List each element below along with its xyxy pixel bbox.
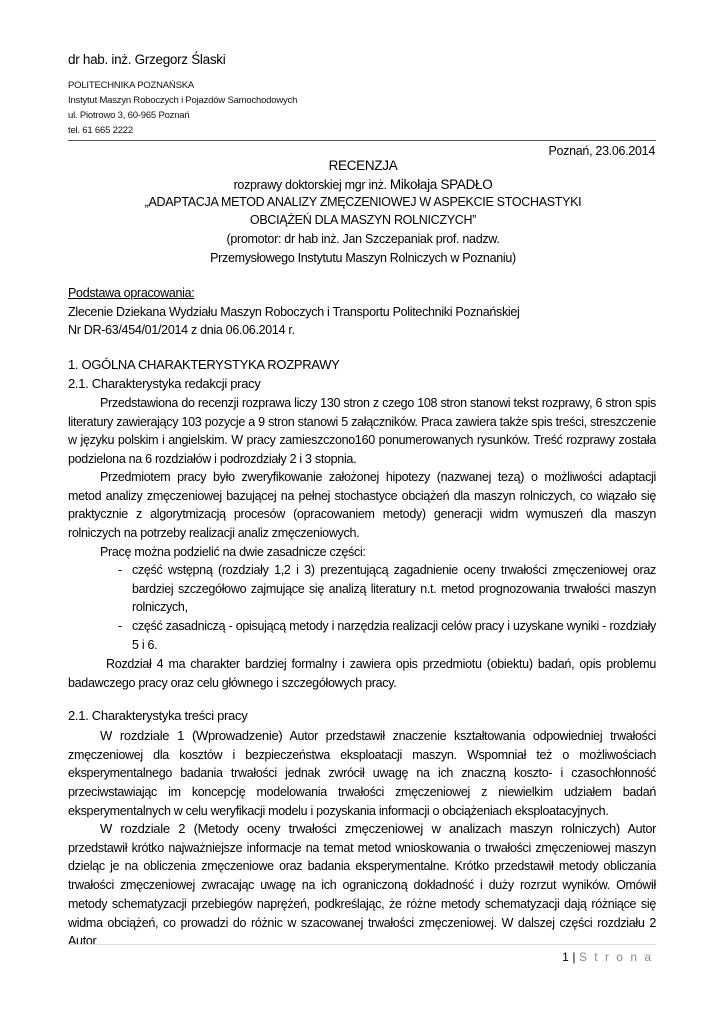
review-heading: RECENZJA — [328, 158, 398, 173]
chapter-1-lead: W rozdziale 1 — [100, 728, 192, 743]
promoter-line-1: (promotor: dr hab inż. Jan Szczepaniak prof. nadzw. — [226, 232, 500, 246]
bullet-mark: - — [118, 563, 123, 577]
thesis-line-1 — [68, 177, 658, 192]
paragraph-editorial-3: Pracę można podzielić na dwie zasadnicze części: — [100, 545, 366, 559]
page-footer — [562, 950, 653, 964]
subsection-editorial-heading: 2.1. Charakterystyka redakcji pracy — [68, 376, 261, 391]
chapter-2-title: (Metody oceny trwałości zmęczeniowej w analizach maszyn rolniczych) — [193, 821, 620, 836]
paragraph-editorial-2: Przedmiotem pracy było zweryfikowanie założonej hipotezy (nazwanej tezą) o możliwości adaptacji metod analizy zmęczeniowej bazującej na pełnej stochastyce obciążeń dla maszyn rolniczych, co wiązało się praktycznie z algorytmizacją procesów (opracowaniem metody) generacji widm wymuszeń dla maszyn rolniczych na potrzeby realizacji analiz zmęczeniowych. — [68, 470, 656, 541]
bullet-mark: - — [118, 619, 123, 633]
thesis-title-line-1: „ADAPTACJA METOD ANALIZY ZMĘCZENIOWEJ W ASPEKCIE STOCHASTYKI — [144, 195, 582, 209]
thesis-title-line-2: OBCIĄŻEŃ DLA MASZYN ROLNICZYCH” — [249, 213, 477, 227]
list-item — [0, 561, 725, 615]
page-number: 1 — [562, 950, 570, 964]
basis-line-1: Zlecenie Dziekana Wydziału Maszyn Roboczych i Transportu Politechniki Poznańskiej — [68, 305, 520, 319]
chapter-1-text: Autor przedstawił znaczenie kształtowania odpowiedniej trwałości zmęczeniowej dla kosztów i bezpieczeństwa eksploatacji maszyn. Wspomniał też o możliwościach eksperymentalnego badania trwałości jednak zwrócił uwagę na ich znaczną koszto- i czasochłonność przeciwstawiając im koncepcję modelowania trwałości zmęczeniowej z niewielkim udziałem badań eksperymentalnych w celu weryfikacji modelu i pozyskania informacji o obciążeniach eksploatacyjnych. — [68, 729, 656, 818]
institution-name: POLITECHNIKA POZNAŃSKA — [68, 80, 194, 91]
chapter-2-lead: W rozdziale 2 — [100, 821, 194, 836]
chapter-2-text: Autor przedstawił krótko najważniejsze informacje na temat metod wnioskowania o trwałości zmęczeniowej maszyn dzieląc je na obliczenia zmęczeniowe oraz badania eksperymentalne. Krótko przedstawił metody obliczania trwałości zmęczeniowej zwracając uwagę na ich ograniczoną dokładność i duży rozrzut wyników. Omówił metody schematyzacji przebiegów naprężeń, podkreślając, że różne metody schematyzacji dają różniące się widma obciążeń, co prowadzi do różnic w szacowanej trwałości zmęczeniowej. W dalszej części rozdziału 2 Autor — [68, 822, 656, 949]
address: ul. Piotrowo 3, 60-965 Poznań — [68, 110, 190, 121]
paragraph-chapter-2 — [68, 820, 656, 951]
list-item-text: część wstępną (rozdziały 1,2 i 3) prezentującą zagadnienie oceny trwałości zmęczeniowej oraz bardziej szczegółowo zajmujące się analizą literatury n.t. metod prognozowania trwałości maszyn rolniczych, — [132, 563, 656, 615]
paragraph-editorial-4: Rozdział 4 ma charakter bardziej formalny i zawiera opis przedmiotu (obiektu) badań, opis problemu badawczego pracy oraz celu głównego i szczegółowych pracy. — [68, 657, 656, 690]
promoter-line-2: Przemysłowego Instytutu Maszyn Rolniczych w Poznaniu) — [210, 251, 516, 265]
candidate-name: Mikołaja SPADŁO — [389, 177, 493, 192]
author-name: dr hab. inż. Grzegorz Ślaski — [68, 52, 226, 67]
basis-line-2: Nr DR-63/454/01/2014 z dnia 06.06.2014 r. — [68, 323, 295, 337]
institute-name: Instytut Maszyn Roboczych i Pojazdów Samochodowych — [68, 95, 298, 106]
phone: tel. 61 665 2222 — [68, 125, 133, 136]
section-1-heading: 1. OGÓLNA CHARAKTERYSTYKA ROZPRAWY — [68, 357, 340, 372]
document-date: Poznań, 23.06.2014 — [548, 144, 655, 158]
footer-label: S t r o n a — [578, 950, 653, 964]
list-item — [0, 617, 725, 657]
chapter-1-title: (Wprowadzenie) — [191, 728, 283, 743]
paragraph-chapter-1 — [68, 727, 656, 821]
footer-divider — [68, 944, 656, 945]
footer-separator: | — [572, 950, 576, 964]
subsection-content-heading: 2.1. Charakterystyka treści pracy — [68, 708, 248, 723]
header-divider — [68, 140, 656, 141]
basis-label: Podstawa opracowania: — [68, 286, 195, 300]
thesis-prefix: rozprawy doktorskiej mgr inż. — [233, 178, 390, 192]
paragraph-editorial-1: Przedstawiona do recenzji rozprawa liczy 130 stron z czego 108 stron stanowi tekst rozprawy, 6 stron spis literatury zawierający 103 pozycje a 9 stron stanowi 5 załączników. Praca zawiera także spis treści, streszczenie w języku polskim i angielskim. W pracy zamieszczono160 ponumerowanych rysunków. Treść rozprawy została podzielona na 6 rozdziałów i podrozdziały 2 i 3 stopnia. — [68, 396, 656, 467]
list-item-text: część zasadniczą - opisującą metody i narzędzia realizacji celów pracy i uzyskane wyniki - rozdziały 5 i 6. — [132, 619, 656, 652]
